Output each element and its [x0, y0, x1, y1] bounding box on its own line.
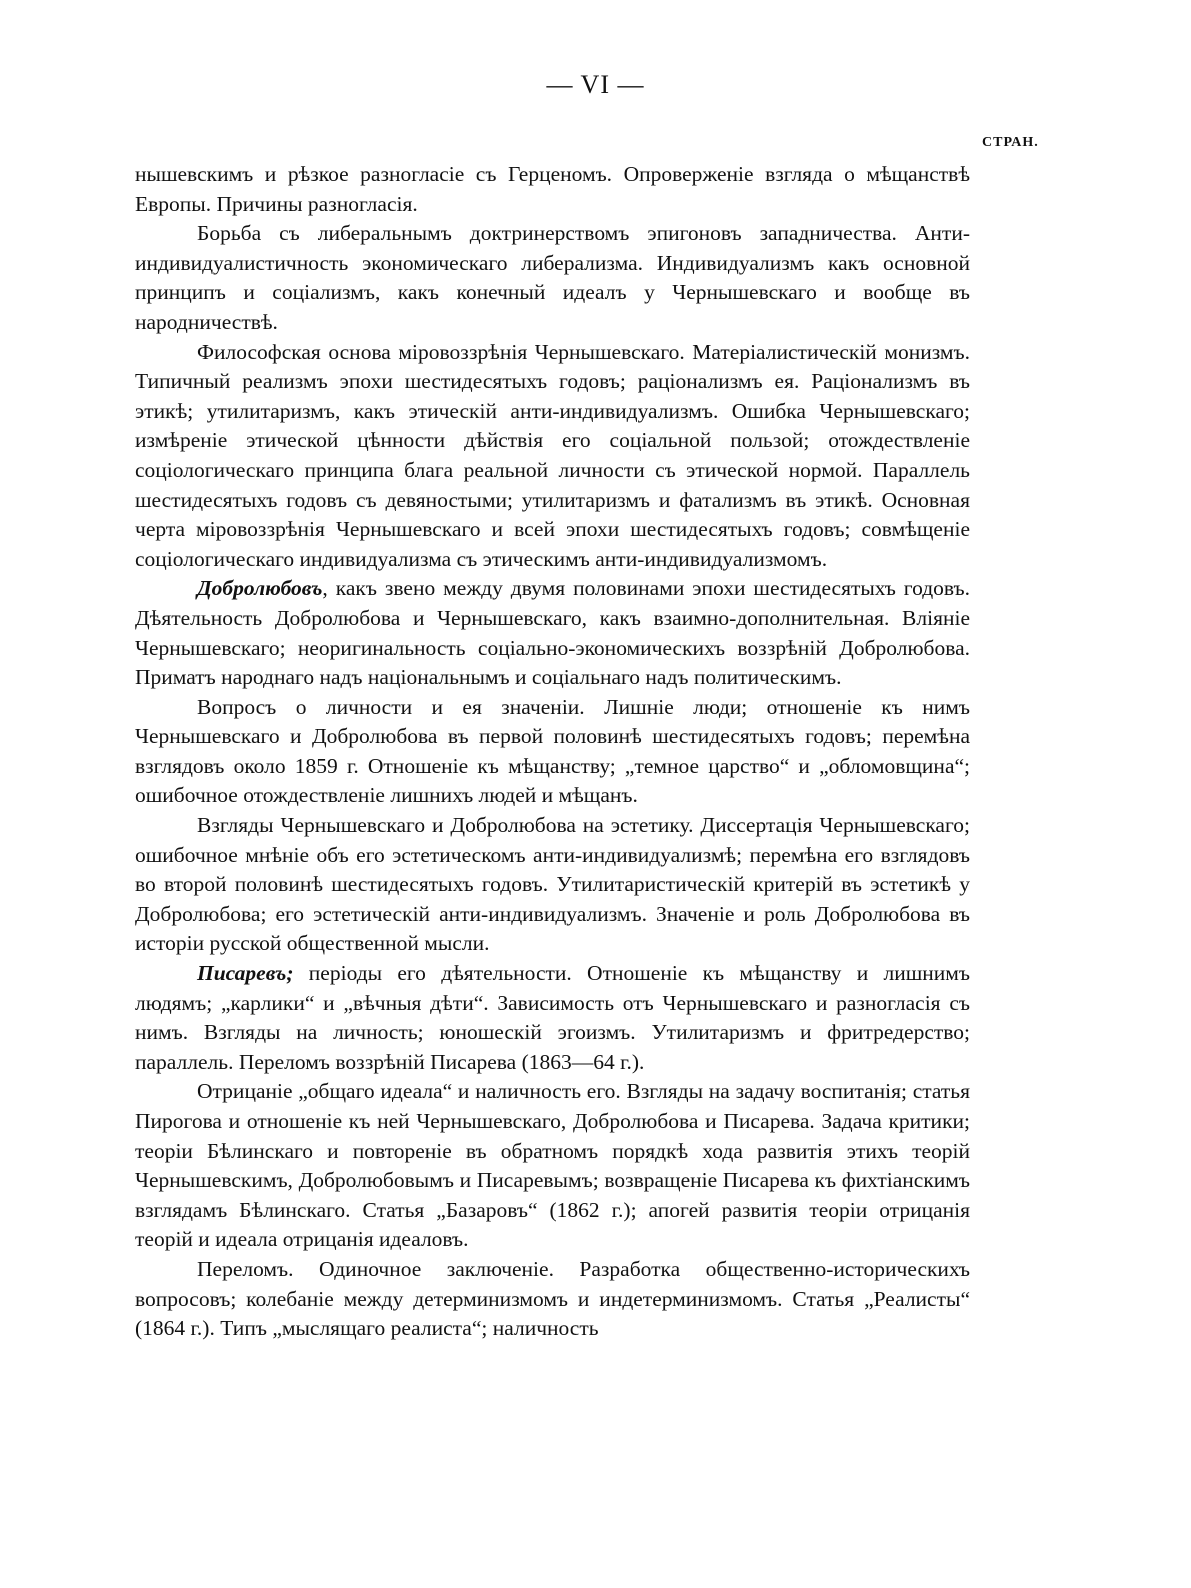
paragraph-text: нышевскимъ и рѣзкое разногласіе съ Герценомъ. Опроверженіе взгляда о мѣщанствѣ Европы. Причины разногласія. — [135, 162, 970, 216]
paragraph-6 — [135, 811, 970, 959]
column-label: СТРАН. — [982, 135, 1039, 150]
paragraph-text: періоды его дѣятельности. Отношеніе къ мѣщанству и лишнимъ людямъ; „карлики“ и „вѣчныя дѣти“. Зависимость отъ Чернышевскаго и разногласія съ нимъ. Взгляды на личность; юношескій эгоизмъ. Утилитаризмъ и фритредерство; параллель. Переломъ воззрѣній Писарева (1863—64 г.). — [135, 961, 970, 1074]
paragraph-text: , какъ звено между двумя половинами эпохи шестидесятыхъ годовъ. Дѣятельность Добролюбова и Чернышевскаго, какъ взаимно-дополнительная. Вліяніе Чернышевскаго; неоригинальность соціально-экономическихъ воззрѣній Добролюбова. Приматъ народнаго надъ національнымъ и соціальнаго надъ политическимъ. — [135, 576, 970, 690]
paragraph-2 — [135, 219, 970, 337]
paragraph-8 — [135, 1077, 970, 1255]
paragraph-text: Борьба съ либеральнымъ доктринерствомъ эпигоновъ западничества. Анти-индивидуалистичность экономическаго либерализма. Индивидуализмъ какъ основной принципъ и соціализмъ, какъ конечный идеалъ у Чернышевскаго и вообще въ народничествѣ. — [135, 221, 970, 334]
paragraph-text: Переломъ. Одиночное заключеніе. Разработка общественно-историческихъ вопросовъ; колебаніе между детерминизмомъ и индетерминизмомъ. Статья „Реалисты“ (1864 г.). Типъ „мыслящаго реалиста“; наличность — [135, 1256, 970, 1341]
paragraph-7 — [135, 959, 970, 1077]
paragraph-5 — [135, 693, 970, 811]
paragraph-text: Вопросъ о личности и ея значеніи. Лишніе люди; отношеніе къ нимъ Чернышевскаго и Добролюбова въ первой половинѣ шестидесятыхъ годовъ; перемѣна взглядовъ около 1859 г. Отношеніе къ мѣщанству; „темное царство“ и „обломовщина“; ошибочное отождествленіе лишнихъ людей и мѣщанъ. — [135, 694, 970, 808]
paragraph-text: Отрицаніе „общаго идеала“ и наличность его. Взгляды на задачу воспитанія; статья Пирогова и отношеніе къ ней Чернышевскаго, Добролюбова и Писарева. Задача критики; теоріи Бѣлинскаго и повтореніе въ обратномъ порядкѣ хода развитія этихъ теорій Чернышевскимъ, Добролюбовымъ и Писаревымъ; возвращеніе Писарева къ фихтіанскимъ взглядамъ Бѣлинскаго. Статья „Базаровъ“ (1862 г.); апогей развитія теоріи отрицанія теорій и идеала отрицанія идеаловъ. — [135, 1079, 970, 1252]
body-text — [135, 160, 970, 1344]
paragraph-9 — [135, 1255, 970, 1344]
paragraph-text: Взгляды Чернышевскаго и Добролюбова на эстетику. Диссертація Чернышевскаго; ошибочное мнѣніе объ его эстетическомъ анти-индивидуализмѣ; перемѣна его взглядовъ во второй половинѣ шестидесятыхъ годовъ. Утилитаристическій критерій въ эстетикѣ у Добролюбова; его эстетическій анти-индивидуализмъ. Значеніе и роль Добролюбова въ исторіи русской общественной мысли. — [135, 813, 970, 956]
paragraph-text: Философская основа міровоззрѣнія Чернышевскаго. Матеріалистическій монизмъ. Типичный реализмъ эпохи шестидесятыхъ годовъ; раціонализмъ ея. Раціонализмъ въ этикѣ; утилитаризмъ, какъ этическій анти-индивидуализмъ. Ошибка Чернышевскаго; измѣреніе этической цѣнности дѣйствія его соціальной пользой; отождествленіе соціологическаго принципа блага реальной личности съ этической нормой. Параллель шестидесятыхъ годовъ съ девяностыми; утилитаризмъ и фатализмъ въ этикѣ. Основная черта міровоззрѣнія Чернышевскаго и всей эпохи шестидесятыхъ годовъ; совмѣщеніе соціологическаго индивидуализма съ этическимъ анти-индивидуализмомъ. — [135, 339, 970, 571]
paragraph-lead-name: Добролюбовъ — [197, 576, 323, 601]
paragraph-lead-name: Писаревъ; — [197, 961, 294, 986]
paragraph-3 — [135, 338, 970, 575]
paragraph-1 — [135, 160, 970, 219]
paragraph-4 — [135, 574, 970, 692]
page-number: — VI — — [546, 70, 645, 99]
